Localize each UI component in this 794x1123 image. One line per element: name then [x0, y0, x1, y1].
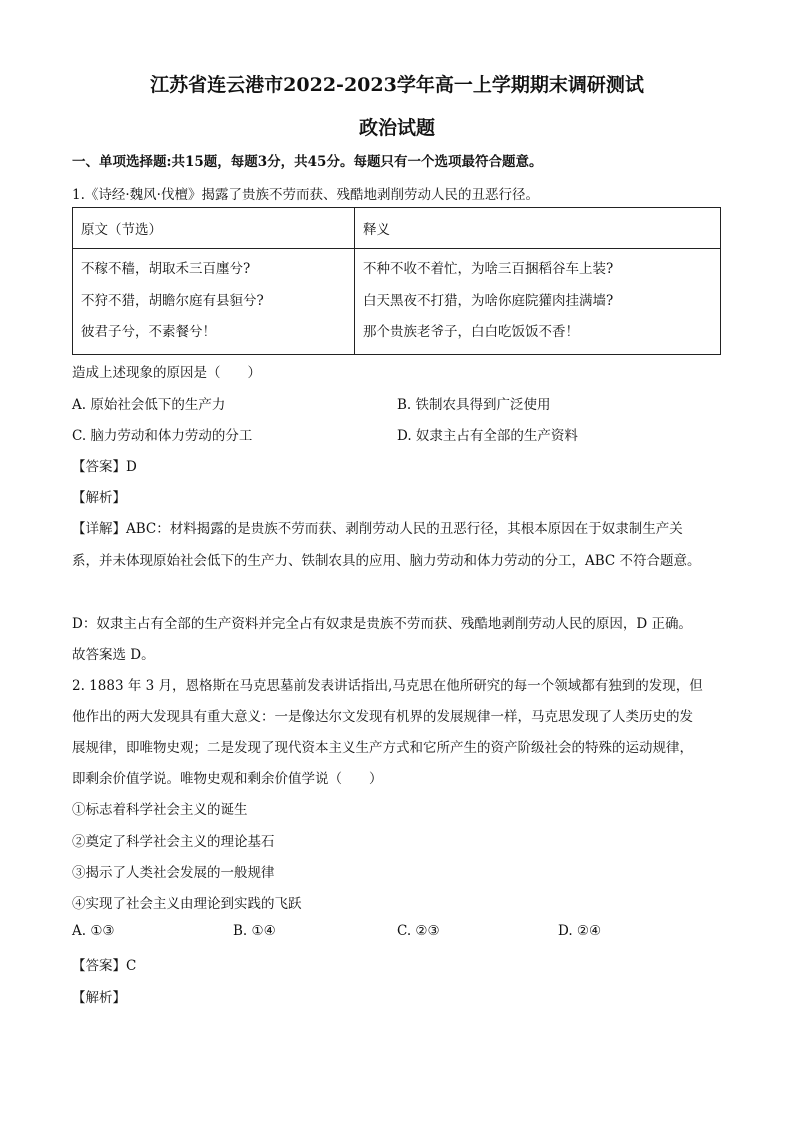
meaning-line: 不种不收不着忙，为啥三百捆稻谷车上装? — [363, 261, 614, 277]
q2-option-a: A. ①③ — [72, 923, 115, 939]
q2-stem-line: 2. 1883 年 3 月，恩格斯在马克思墓前发表讲话指出,马克思在他所研究的每一个领域都有独到的发现，但 — [72, 678, 703, 694]
original-line: 彼君子兮，不素餐兮！ — [81, 324, 216, 340]
q2-option-c: C. ②③ — [397, 923, 440, 939]
q1-option-d: D. 奴隶主占有全部的生产资料 — [397, 428, 578, 444]
document-subtitle: 政治试题 — [358, 117, 435, 139]
table-header-original: 原文（节选） — [73, 208, 355, 249]
table-cell-meaning — [355, 249, 721, 355]
q1-question: 造成上述现象的原因是（ ） — [72, 365, 261, 381]
document-title: 江苏省连云港市2022-2023学年高一上学期期末调研测试 — [150, 74, 644, 96]
q1-option-b: B. 铁制农具得到广泛使用 — [397, 397, 551, 413]
meaning-line: 那个贵族老爷子，白白吃饭饭不香！ — [363, 324, 579, 340]
table-header-meaning: 释义 — [355, 208, 721, 249]
meaning-line: 白天黑夜不打猎，为啥你庭院獾肉挂满墙? — [363, 292, 614, 309]
q2-analysis-label: 【解析】 — [72, 990, 126, 1006]
q1-detail-line: 【详解】ABC：材料揭露的是贵族不劳而获、剥削劳动人民的丑恶行径，其根本原因在于奴隶制生产关 — [72, 521, 683, 537]
q2-answer: 【答案】C — [72, 958, 137, 974]
q1-option-c: C. 脑力劳动和体力劳动的分工 — [72, 428, 253, 444]
q1-option-a: A. 原始社会低下的生产力 — [72, 397, 226, 413]
q2-stem-line: 即剩余价值学说。唯物史观和剩余价值学说（ ） — [72, 771, 383, 787]
q2-item: ④实现了社会主义由理论到实践的飞跃 — [72, 896, 302, 912]
q2-stem-line: 展规律，即唯物史观；二是发现了现代资本主义生产方式和它所产生的资产阶级社会的特殊的运动规律， — [72, 740, 693, 756]
q1-detail-line: 系，并未体现原始社会低下的生产力、铁制农具的应用、脑力劳动和体力劳动的分工，ABC 不符合题意。 — [72, 553, 701, 569]
poem-table — [72, 207, 721, 355]
section-heading: 一、单项选择题:共15题，每题3分，共45分。每题只有一个选项最符合题意。 — [72, 154, 543, 170]
original-line: 不稼不穑，胡取禾三百廛兮? — [81, 261, 251, 277]
q2-item: ③揭示了人类社会发展的一般规律 — [72, 865, 275, 881]
q2-item: ②奠定了科学社会主义的理论基石 — [72, 834, 275, 850]
q1-conclusion: 故答案选 D。 — [72, 647, 155, 663]
q2-stem-line: 他作出的两大发现具有重大意义：一是像达尔文发现有机界的发展规律一样，马克思发现了人类历史的发 — [72, 709, 693, 725]
q1-d-explanation: D：奴隶主占有全部的生产资料并完全占有奴隶是贵族不劳而获、残酷地剥削劳动人民的原因，D 正确。 — [72, 616, 692, 632]
table-cell-original — [73, 249, 355, 355]
q1-analysis-label: 【解析】 — [72, 490, 126, 506]
q1-answer: 【答案】D — [72, 459, 137, 475]
original-line: 不狩不猎，胡瞻尔庭有县貆兮? — [81, 292, 264, 309]
q2-item: ①标志着科学社会主义的诞生 — [72, 802, 248, 818]
q2-option-b: B. ①④ — [233, 923, 276, 939]
q2-option-d: D. ②④ — [558, 923, 602, 939]
q1-stem: 1.《诗经·魏风·伐檀》揭露了贵族不劳而获、残酷地剥削劳动人民的丑恶行径。 — [72, 187, 539, 203]
